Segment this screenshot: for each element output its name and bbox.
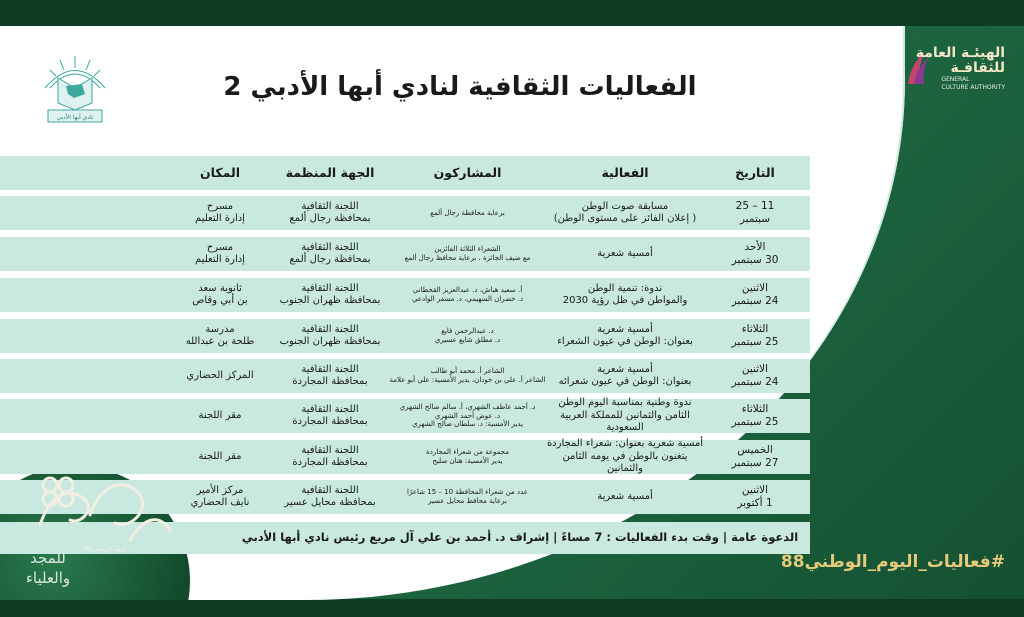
authority-en-line2: CULTURE AUTHORITY [941, 84, 1005, 91]
cell-participants [385, 399, 550, 433]
cell-date-line: الخميس [737, 443, 773, 456]
cell-participants-line: د. مطلق شايع عسيري [434, 336, 501, 344]
cell-place-line: مسرح [206, 241, 234, 253]
cell-place [160, 359, 280, 393]
cell-place [160, 237, 280, 271]
cell-date-line: 24 سبتمبر [731, 295, 779, 307]
slogan [8, 548, 88, 588]
cell-place-line: نايف الحضاري [190, 497, 250, 508]
header-organizer: الجهة المنظمة [285, 165, 375, 181]
authority-logo [900, 44, 1015, 104]
header-participants: المشاركون [433, 165, 502, 181]
cell-date [700, 237, 810, 271]
cell-event [545, 196, 705, 230]
cell-participants [385, 237, 550, 271]
cell-participants-line: يدير الأمسية: د. سلطان صالح الشهري [412, 420, 523, 429]
cell-date [700, 440, 810, 474]
table-row [0, 359, 810, 393]
table-row [0, 278, 810, 312]
cell-place-line: مدرسة [205, 323, 235, 335]
cell-organizer-line: اللجنة الثقافية [301, 323, 359, 335]
cell-participants [385, 196, 550, 230]
cell-organizer-line: اللجنة الثقافية [301, 363, 359, 375]
authority-name-en [941, 76, 1005, 92]
cell-place [160, 278, 280, 312]
cell-event-line: أمسية شعرية [597, 323, 653, 335]
club-logo [30, 48, 120, 128]
cell-event-line: أمسية شعرية [597, 363, 653, 375]
cell-organizer [270, 237, 390, 271]
cell-organizer [270, 319, 390, 353]
bottom-band [0, 599, 1024, 617]
cell-participants-line: برعاية محافظة رجال ألمع [430, 208, 505, 217]
cell-organizer [270, 480, 390, 514]
cell-event [545, 440, 705, 474]
cell-place-line: مركز الأمير [196, 484, 244, 496]
cell-participants-line: د. أحمد عاطف الشهري، أ. سالم صالح الشهري [399, 402, 536, 411]
cell-organizer-line: اللجنة الثقافية [301, 484, 359, 496]
cell-event [545, 278, 705, 312]
cell-date-line: الثلاثاء [741, 322, 769, 335]
cell-participants-line: د. خضران السهيمي، د. مسفر الوادعي [411, 295, 524, 303]
cell-organizer-line: بمحافظة ظهران الجنوب [279, 295, 381, 306]
cell-place-line: إدارة التعليم [195, 213, 245, 224]
cell-participants [385, 480, 550, 514]
cell-event-line: ندوة وطنية بمناسبة اليوم الوطن [558, 397, 692, 409]
cell-participants-line: الشاعر أ. محمد أبو طالب [430, 367, 505, 376]
cell-date [700, 278, 810, 312]
cell-date [700, 196, 810, 230]
authority-ar-line2: للثقافـة [950, 60, 1005, 76]
cell-place [160, 319, 280, 353]
cell-organizer [270, 399, 390, 433]
table-row [0, 319, 810, 353]
page-title: الفعاليات الثقافية لنادي أبها الأدبي 2 [223, 72, 697, 102]
cell-participants-line: الشعراء الثلاثة الفائزين [434, 245, 501, 254]
cell-date [700, 480, 810, 514]
authority-ar-line1: الهيئـة العامة [915, 45, 1005, 61]
cell-organizer-line: اللجنة الثقافية [301, 444, 359, 456]
cell-event-line: ( إعلان الفائز على مستوى الوطن) [553, 213, 697, 224]
cell-participants-line: عدد من شعراء المحافظة 10 – 15 شاعرًا [407, 488, 528, 497]
national-day-88-logo [30, 455, 180, 555]
authority-name-ar [916, 46, 1005, 76]
cell-participants [385, 319, 550, 353]
cell-organizer-line: بمحافظة المجاردة [292, 376, 368, 387]
cell-date-line: 1 أكتوبر [737, 497, 773, 509]
cell-participants-line: يدير الأمسية: هتان صليح [432, 457, 503, 465]
cell-organizer-line: اللجنة الثقافية [301, 241, 359, 253]
cell-participants-line: الشاعر أ. علي بن خودان، يدير الأمسية: علي أبو علامة [389, 376, 546, 384]
cell-event-line: والمواطن في ظل رؤية 2030 [562, 295, 688, 306]
cell-organizer-line: اللجنة الثقافية [301, 200, 359, 212]
cell-participants-line: مجموعة من شعراء المجاردة [426, 448, 509, 457]
cell-place [160, 399, 280, 433]
cell-date-line: 25 سبتمبر [731, 336, 779, 348]
cell-organizer [270, 278, 390, 312]
cell-participants [385, 359, 550, 393]
cell-participants [385, 278, 550, 312]
cell-event [545, 480, 705, 514]
header-place: المكان [200, 165, 240, 181]
cell-event [545, 237, 705, 271]
cell-date-line: الأحد [744, 240, 766, 253]
cell-participants [385, 440, 550, 474]
cell-place-line: مقر اللجنة [198, 409, 242, 421]
cell-event [545, 359, 705, 393]
cell-participants-line: مع ضيف الجائزة ، برعاية محافظ رجال ألمع [404, 254, 531, 262]
header-date: التاريخ [735, 165, 775, 181]
hashtag-text: #فعاليات_اليوم_الوطني88 [780, 552, 1005, 572]
cell-date-line: 25 سبتمبر [731, 416, 779, 428]
cell-event-line: مسابقة صوت الوطن [581, 200, 669, 212]
cell-organizer [270, 440, 390, 474]
cell-event [545, 319, 705, 353]
cell-date-line: الثلاثاء [741, 402, 769, 415]
cell-date [700, 319, 810, 353]
cell-date-line: الاثنين [741, 362, 769, 375]
cell-place-line: إدارة التعليم [195, 254, 245, 265]
footer-note: الدعوة عامة | وقت بدء الفعاليات : 7 مساءً | إشراف د. أحمد بن علي آل مريع رئيس نادي أبها الأدبي [241, 530, 799, 544]
cell-place-line: مقر اللجنة [198, 450, 242, 462]
cell-event-line: بعنوان: الوطن في عيون شعرائه [558, 376, 692, 387]
cell-date-line: الاثنين [741, 281, 769, 294]
cell-date-line: سبتمبر [739, 213, 771, 225]
cell-place [160, 196, 280, 230]
top-band [0, 0, 1024, 26]
cell-organizer-line: بمحافظة رجال ألمع [289, 254, 371, 265]
slogan-line1: للمجد [30, 549, 66, 567]
cell-place-line: طلحة بن عبدالله [185, 336, 255, 347]
cell-date [700, 359, 810, 393]
cell-participants-line: د. عبدالرحمن فايع [441, 327, 494, 336]
cell-event-line: بعنوان: الوطن في عيون الشعراء [557, 336, 693, 347]
cell-organizer-line: بمحافظة محايل عسير [284, 497, 376, 508]
cell-organizer-line: بمحافظة رجال ألمع [289, 213, 371, 224]
cell-participants-line: أ. سعيد هباش، د. عبدالعزيز القحطاني [412, 286, 523, 295]
cell-event [545, 399, 705, 433]
club-logo-text: نادي أبها الأدبي [56, 114, 94, 121]
slogan-line2: والعلياء [25, 569, 71, 587]
table-row [0, 237, 810, 271]
cell-organizer-line: اللجنة الثقافية [301, 403, 359, 415]
cell-participants-line: د. عوض أحمد الشهري [434, 411, 501, 420]
cell-date-line: 27 سبتمبر [731, 457, 779, 469]
cell-place-line: ثانوية سعد [198, 282, 242, 294]
national-day-mark-text: اليوم الوطني 88 [84, 546, 126, 553]
cell-event-line: أمسية شعرية [597, 247, 653, 259]
cell-organizer-line: بمحافظة المجاردة [292, 457, 368, 468]
table-header-row [0, 156, 810, 190]
cell-date-line: 11 – 25 [735, 199, 775, 212]
cell-date-line: 24 سبتمبر [731, 376, 779, 388]
cell-event-line: الثامن والثمانين للمملكة العربية السعودية [560, 409, 690, 434]
cell-place-line: مسرح [206, 200, 234, 212]
cell-date-line: الاثنين [741, 483, 769, 496]
cell-event-line: أمسية شعرية [597, 490, 653, 502]
cell-event-line: أمسية شعرية بعنوان: شعراء المجاردة [546, 438, 704, 450]
cell-organizer-line: بمحافظة ظهران الجنوب [279, 336, 381, 347]
authority-en-line1: GENERAL [941, 76, 970, 83]
club-logo-icon [30, 48, 120, 128]
cell-organizer [270, 359, 390, 393]
cell-place-line: بن أبي وقاص [192, 295, 248, 306]
cell-date [700, 399, 810, 433]
table-row [0, 196, 810, 230]
cell-organizer-line: اللجنة الثقافية [301, 282, 359, 294]
cell-organizer [270, 196, 390, 230]
table-row [0, 399, 810, 433]
header-event: الفعالية [601, 165, 649, 181]
cell-organizer-line: بمحافظة المجاردة [292, 416, 368, 427]
cell-place-line: المركز الحضاري [186, 369, 254, 381]
cell-date-line: 30 سبتمبر [731, 254, 779, 266]
cell-event-line: ندوة: تنمية الوطن [587, 282, 663, 294]
cell-participants-line: برعاية محافظ محايل عسير [428, 497, 507, 505]
cell-event-line: يتغنون بالوطن في يومه الثامن والثمانين [562, 450, 688, 475]
